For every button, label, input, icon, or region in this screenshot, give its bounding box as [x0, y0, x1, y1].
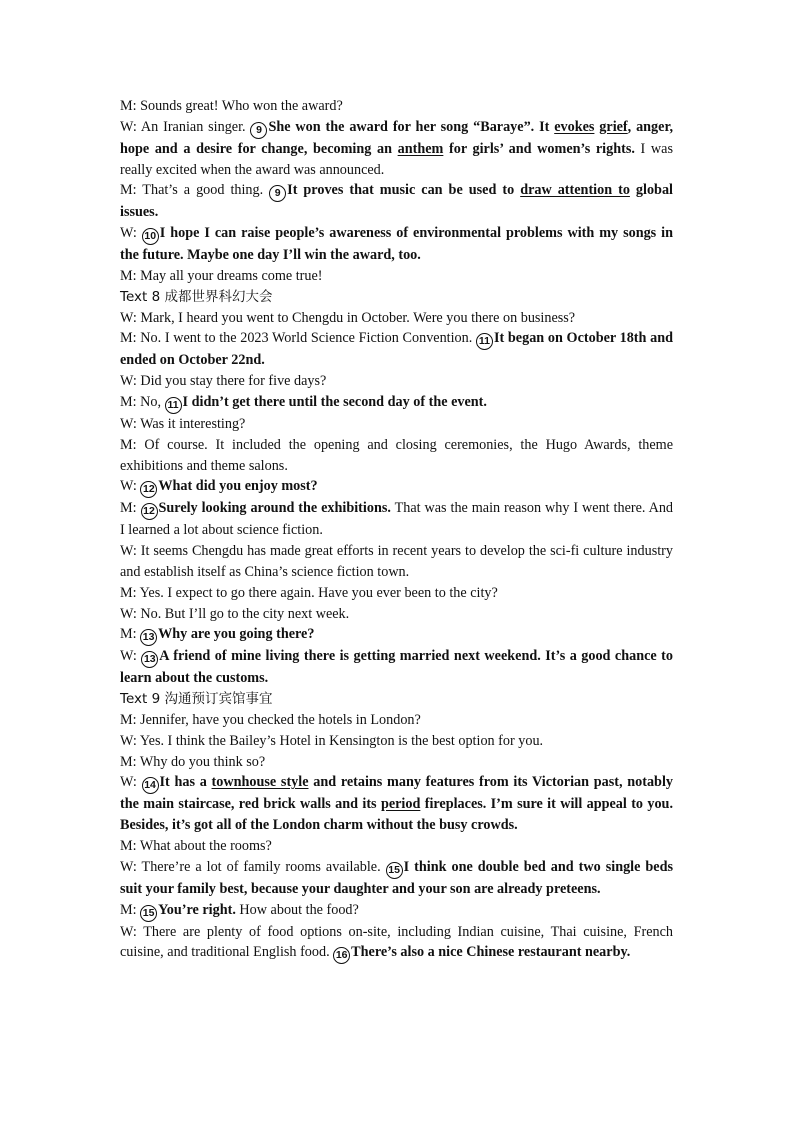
dialogue-line: M: Of course. It included the opening and closing ceremonies, the Hugo Awards, theme exhibitions and theme salons.	[120, 436, 673, 474]
dialogue-line: W: An Iranian singer. 9 She won the award for her song “Baraye”. It evokes grief, anger, hope and a desire for change, becoming an anthem for girls’ and women’s rights. I was really excited when the award was announced.	[120, 118, 674, 178]
question-number-badge: 11	[476, 333, 493, 350]
dialogue-line: W: 13 A friend of mine living there is getting married next weekend. It’s a good chance to learn about the customs.	[120, 648, 673, 687]
question-number-badge: 16	[333, 947, 350, 964]
question-number-badge: 10	[142, 228, 159, 245]
question-number-badge: 15	[386, 862, 403, 879]
dialogue-line: M: 13 Why are you going there?	[120, 624, 673, 646]
question-number-badge: 11	[165, 397, 182, 414]
dialogue-line: W: No. But I’ll go to the city next week.	[120, 605, 350, 622]
dialogue-line: M: No. I went to the 2023 World Science Fiction Convention. 11 It began on October 18th and ended on October 22nd.	[120, 330, 673, 369]
dialogue-line: M: May all your dreams come true!	[120, 267, 323, 284]
dialogue-line: W: There’re a lot of family rooms available. 15 I think one double bed and two single beds suit your family best, because your daughter and your son are already preteens.	[120, 858, 674, 897]
dialogue-line: W: Was it interesting?	[120, 415, 246, 432]
section-heading-text-9: Text 9 沟通预订宾馆事宜	[120, 691, 273, 708]
question-number-badge: 12	[140, 481, 157, 498]
dialogue-line: M: What about the rooms?	[120, 837, 272, 854]
dialogue-line: M: Why do you think so?	[120, 753, 266, 770]
question-number-badge: 9	[269, 185, 286, 202]
document-body	[120, 96, 673, 964]
dialogue-line: W: There are plenty of food options on-site, including Indian cuisine, Thai cuisine, French cuisine, and traditional English food. 16 There’s also a nice Chinese restaurant nearby.	[120, 922, 673, 965]
question-number-badge: 13	[140, 629, 157, 646]
dialogue-line: W: It seems Chengdu has made great efforts in recent years to develop the sci-fi culture industry and establish itself as China’s science fiction town.	[120, 543, 673, 580]
section-heading-text-8: Text 8 成都世界科幻大会	[120, 288, 273, 305]
dialogue-line: M: 12 Surely looking around the exhibitions. That was the main reason why I went there. And I learned a lot about science fiction.	[120, 500, 674, 539]
dialogue-line: M: No, 11 I didn’t get there until the second day of the event.	[120, 392, 673, 414]
dialogue-line: M: Sounds great! Who won the award?	[120, 98, 343, 114]
question-number-badge: 13	[141, 651, 158, 668]
dialogue-line: M: That’s a good thing. 9 It proves that music can be used to draw attention to global issues.	[120, 182, 673, 221]
dialogue-line: W: 10 I hope I can raise people’s awareness of environmental problems with my songs in the future. Maybe one day I’ll win the award, too.	[120, 225, 673, 264]
question-number-badge: 15	[140, 905, 157, 922]
dialogue-line: W: Yes. I think the Bailey’s Hotel in Kensington is the best option for you.	[120, 732, 544, 749]
dialogue-line: W: 14 It has a townhouse style and retains many features from its Victorian past, notably the main staircase, red brick walls and its period fireplaces. I’m sure it will appeal to you. Besides, it’s got all of the London charm without the busy crowds.	[120, 774, 673, 834]
dialogue-line: M: Jennifer, have you checked the hotels in London?	[120, 711, 421, 728]
dialogue-line: W: Mark, I heard you went to Chengdu in October. Were you there on business?	[120, 309, 576, 326]
question-number-badge: 9	[250, 122, 267, 139]
dialogue-line: M: Yes. I expect to go there again. Have you ever been to the city?	[120, 584, 498, 601]
dialogue-line: M: 15 You’re right. How about the food?	[120, 900, 673, 922]
question-number-badge: 14	[142, 777, 159, 794]
dialogue-line: W: Did you stay there for five days?	[120, 373, 327, 390]
question-number-badge: 12	[141, 503, 158, 520]
dialogue-line: W: 12 What did you enjoy most?	[120, 476, 673, 498]
